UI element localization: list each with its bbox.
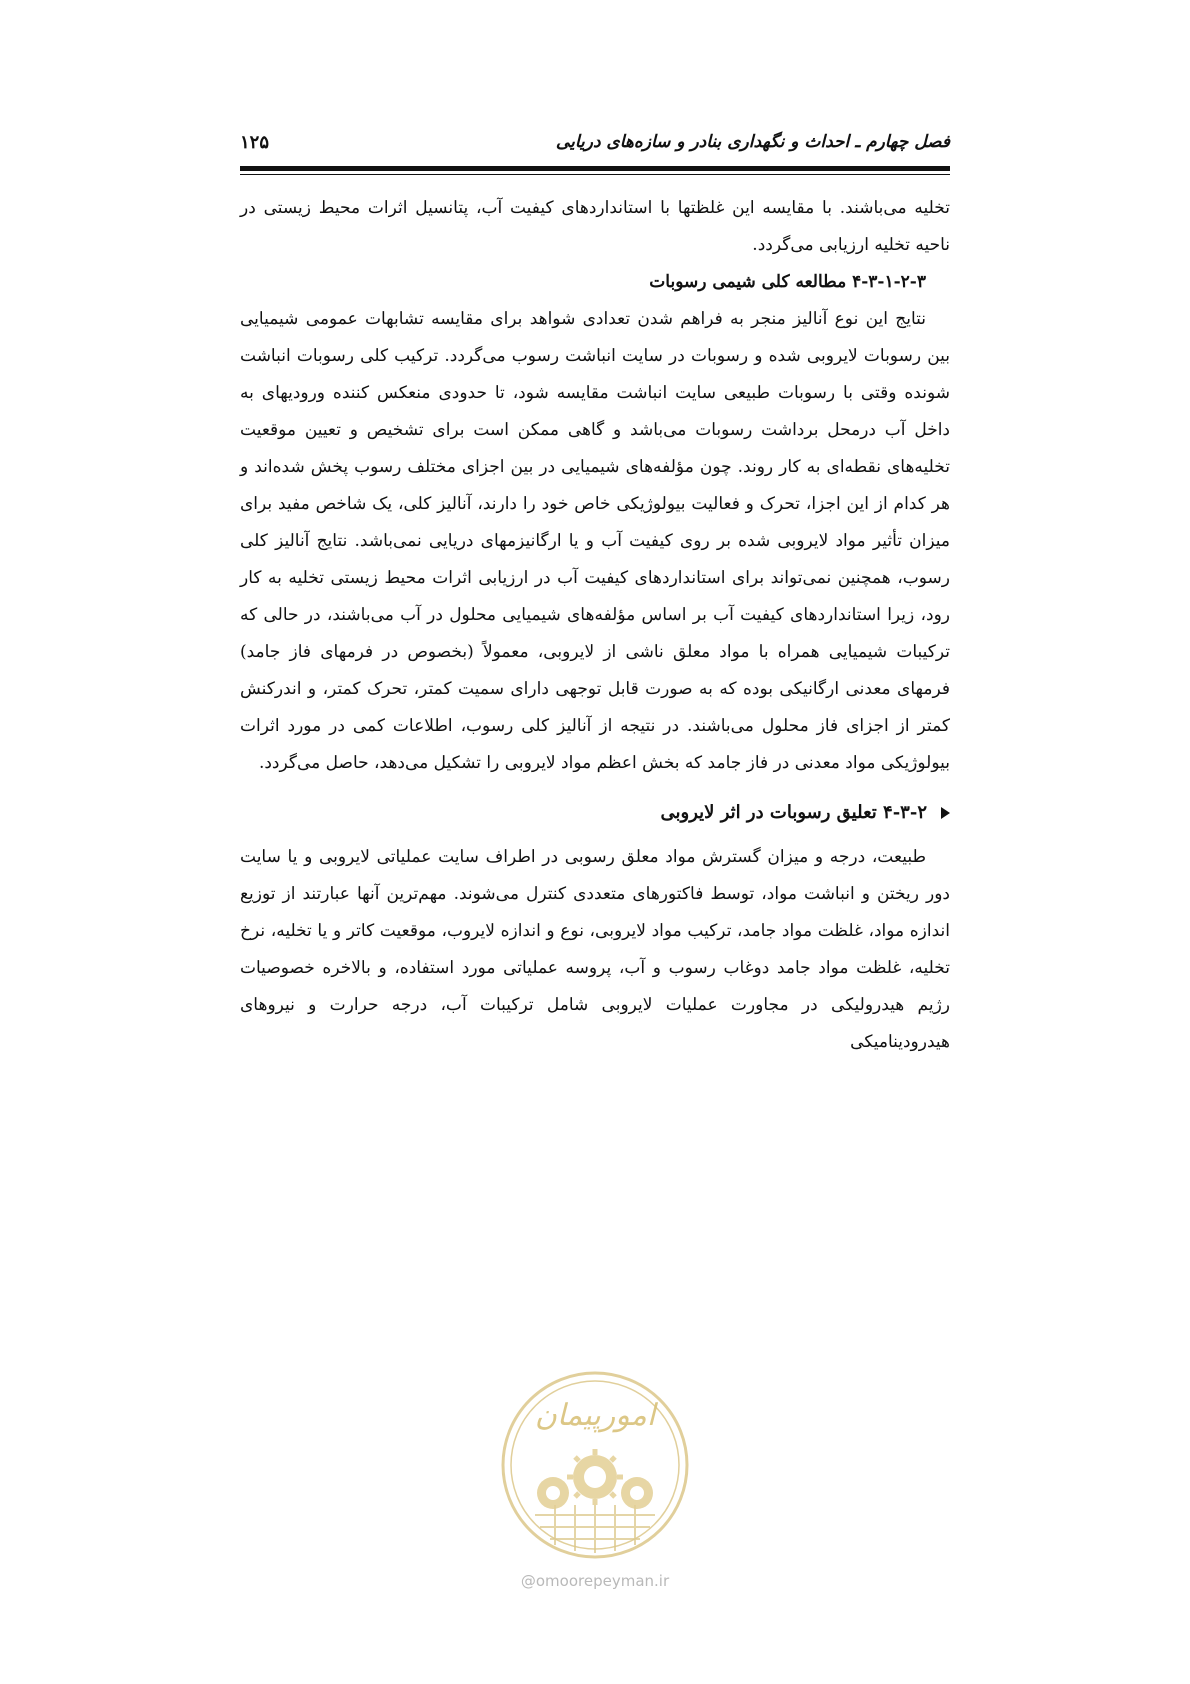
chapter-title: فصل چهارم ـ احداث و نگهداری بنادر و سازه‌های دریایی — [555, 132, 950, 152]
watermark-logo-text: امورپیمان — [534, 1398, 656, 1433]
section-heading-suspension-text: ۴-۳-۲ تعلیق رسوبات در اثر لایروبی — [660, 802, 927, 823]
header-rule-thick — [240, 166, 950, 171]
paragraph-suspension: طبیعت، درجه و میزان گسترش مواد معلق رسوبی در اطراف سایت عملیاتی لایروبی و یا سایت دور ریختن و انباشت مواد، توسط فاکتورهای متعددی کنترل می‌شوند. مهم‌ترین آنها عبارتند از توزیع اندازه مواد، غلظت مواد جامد، ترکیب مواد لایروبی، نوع و اندازه لایروب، موقعیت کاتر و یا تخلیه، نرخ تخلیه، غلظت مواد جامد دوغاب رسوب و آب، پروسه عملیاتی مورد استفاده، و بالاخره خصوصیات رژیم هیدرولیکی در مجاورت عملیات لایروبی شامل ترکیبات آب، درجه حرارت و نیروهای هیدرودینامیکی — [240, 847, 950, 1052]
watermark-logo — [495, 1365, 695, 1565]
section-heading-sediment-chemistry: ۴-۳-۱-۲-۳ مطالعه کلی شیمی رسوبات — [649, 272, 926, 292]
header-rule-thin — [240, 174, 950, 175]
paragraph-continuation: تخلیه می‌باشند. با مقایسه این غلظتها با استانداردهای کیفیت آب، پتانسیل اثرات محیط زیستی در ناحیه تخلیه ارزیابی می‌گردد. — [240, 198, 950, 255]
paragraph-sediment-chemistry: نتایج این نوع آنالیز منجر به فراهم شدن تعدادی شواهد برای مقایسه تشابهات عمومی شیمیایی بین رسوبات لایروبی شده و رسوبات در سایت انباشت رسوب می‌گردد. ترکیب کلی رسوبات انباشت شونده وقتی با رسوبات طبیعی سایت انباشت مقایسه شود، تا حدودی منعکس کننده ورودیهای به داخل آب درمحل برداشت رسوبات می‌باشد و گاهی ممکن است برای تشخیص و تعیین موقعیت تخلیه‌های نقطه‌ای به کار روند. چون مؤلفه‌های شیمیایی در بین اجزای مختلف رسوب پخش شده‌اند و هر کدام از این اجزا، تحرک و فعالیت بیولوژیکی خاص خود را دارند، آنالیز کلی، یک شاخص مفید برای میزان تأثیر مواد لایروبی شده بر روی کیفیت آب و یا ارگانیزمهای دریایی نمی‌باشد. نتایج آنالیز کلی رسوب، همچنین نمی‌تواند برای استانداردهای کیفیت آب در ارزیابی اثرات محیط زیستی تخلیه به کار رود، زیرا استانداردهای کیفیت آب بر اساس مؤلفه‌های شیمیایی محلول در آب می‌باشند، در حالی که ترکیبات شیمیایی همراه با مواد معلق ناشی از لایروبی، معمولاً (بخصوص در فرمهای فاز جامد) فرمهای معدنی ارگانیکی بوده که به صورت قابل توجهی دارای سمیت کمتر، تحرک کمتر، و اندرکنش کمتر از اجزای فاز محلول می‌باشند. در نتیجه از آنالیز کلی رسوب، اطلاعات کمی در مورد اثرات بیولوژیکی مواد معدنی در فاز جامد که بخش اعظم مواد لایروبی را تشکیل می‌دهد، حاصل می‌گردد. — [240, 309, 950, 773]
page-number: ۱۲۵ — [240, 132, 270, 153]
body-content — [240, 190, 950, 1061]
triangle-bullet-icon — [941, 807, 950, 819]
page-header — [240, 128, 950, 164]
watermark-url: @omoorepeyman.ir — [520, 1572, 670, 1590]
section-heading-suspension — [240, 794, 950, 831]
